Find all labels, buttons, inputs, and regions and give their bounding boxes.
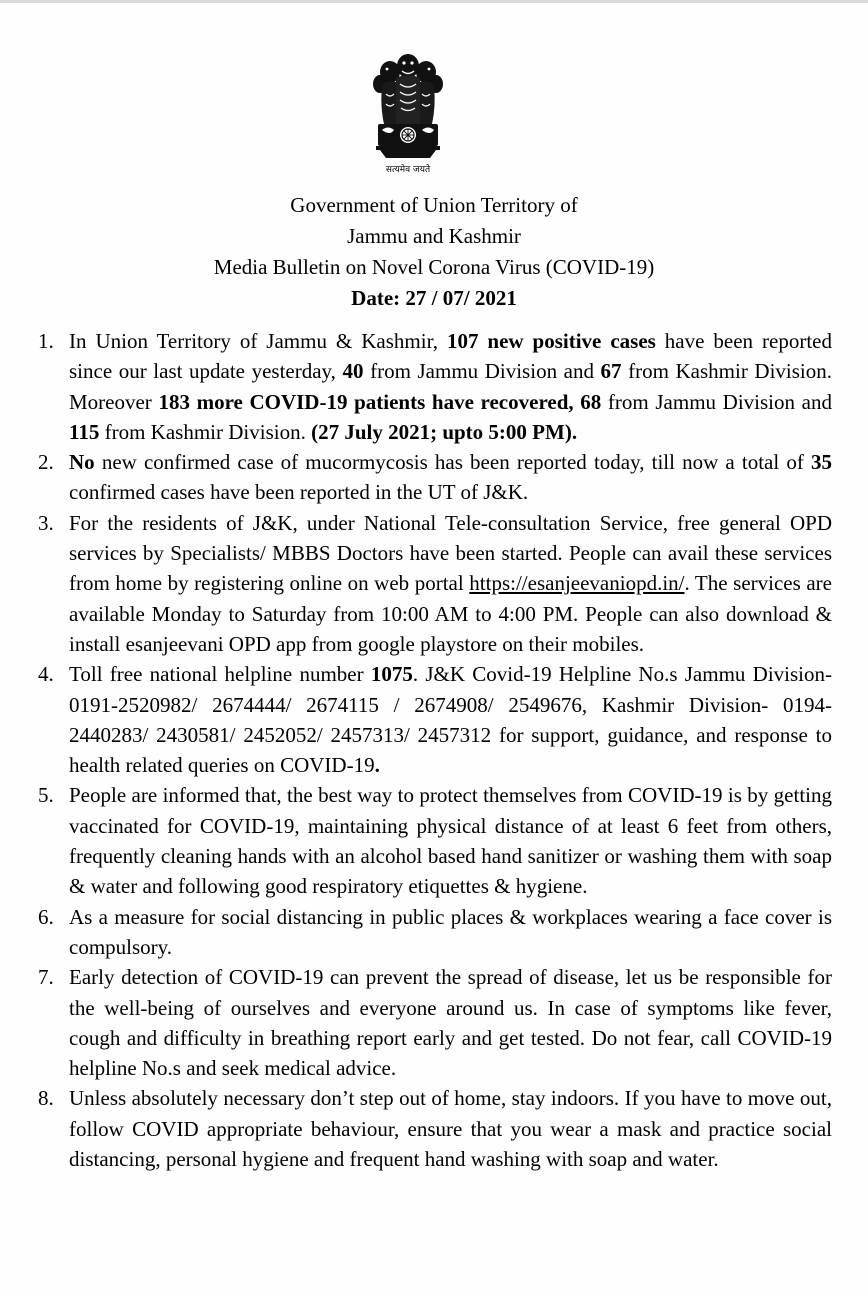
bulletin-point (32, 962, 832, 1083)
point-text (69, 450, 832, 504)
emphasis-text: 107 new positive cases (446, 329, 656, 353)
point-text (69, 329, 832, 444)
bulletin-point (32, 902, 832, 963)
text-segment: Early detection of COVID-19 can prevent the spread of disease, let us be responsible for the well-being of ourselves and everyone around us. In case of symptoms like fever, cough and difficulty in breathing report early and get tested. Do not fear, call COVID-19 helpline No.s and seek medical advice. (69, 965, 832, 1081)
text-segment: from Kashmir Division. (99, 419, 312, 444)
bulletin-header (0, 190, 868, 314)
header-line-government: Government of Union Territory of (290, 193, 578, 217)
point-number: 3. (38, 510, 54, 535)
emphasis-text: (27 July 2021; upto 5:00 PM). (311, 419, 578, 444)
text-segment: new confirmed case of mucormycosis has been reported today, till now a total of (94, 450, 811, 475)
text-segment: For the residents of J&K, under National Tele-consultation Service, free general OPD services by Specialists/ MBBS Doctors have been started. People can avail these services from home by registering online on web portal (69, 510, 832, 596)
point-number: 6. (38, 904, 54, 929)
emphasis-text: 40 (342, 359, 364, 384)
emphasis-text: 67 (600, 359, 622, 384)
header-line-territory: Jammu and Kashmir (347, 224, 521, 248)
bulletin-date: Date: 27 / 07/ 2021 (351, 286, 517, 310)
point-text (69, 662, 832, 777)
emphasis-text: 115 (69, 419, 100, 444)
point-number: 2. (38, 450, 54, 475)
bulletin-point (32, 1083, 832, 1174)
top-border (0, 0, 868, 3)
point-number: 5. (38, 783, 54, 808)
emphasis-text: . (374, 753, 380, 778)
point-number: 4. (38, 662, 54, 687)
text-segment: have been reported since our last update yesterday, (69, 329, 832, 384)
emphasis-text: 183 more COVID-19 patients have recovered, 68 (158, 389, 602, 414)
emphasis-text: No (69, 450, 95, 475)
bulletin-point (32, 326, 832, 447)
point-number: 1. (38, 329, 54, 353)
header-line-title: Media Bulletin on Novel Corona Virus (COVID-19) (213, 255, 655, 279)
bulletin-point (32, 447, 832, 508)
text-segment: confirmed cases have been reported in the UT of J&K. (69, 480, 529, 505)
portal-link[interactable]: https://esanjeevaniopd.in/ (469, 571, 685, 596)
text-segment: As a measure for social distancing in public places & workplaces wearing a face cover is compulsory. (69, 904, 832, 959)
bulletin-point (32, 780, 832, 901)
text-segment: People are informed that, the best way to protect themselves from COVID-19 is by getting vaccinated for COVID-19, maintaining physical distance of at least 6 feet from others, frequently cleaning hands with an alcohol based hand sanitizer or washing them with soap & water and following good respiratory etiquettes & hygiene. (69, 783, 832, 899)
text-segment: Toll free national helpline number (69, 662, 371, 687)
text-segment: from Jammu Division and (601, 389, 832, 414)
emphasis-text: 1075 (370, 662, 413, 687)
point-text (69, 965, 832, 1080)
bulletin-point (32, 659, 832, 780)
text-segment: Unless absolutely necessary don’t step out of home, stay indoors. If you have to move out, follow COVID appropriate behaviour, ensure that you wear a mask and practice social distancing, personal hygiene and frequent hand washing with soap and water. (69, 1086, 832, 1172)
bulletin-point (32, 508, 832, 659)
point-text (69, 1086, 832, 1171)
emblem-motto: सत्यमेव जयते (385, 165, 431, 175)
text-segment: In Union Territory of Jammu & Kashmir, (69, 329, 447, 353)
text-segment: from Kashmir Division. Moreover (69, 359, 833, 414)
point-number: 7. (38, 965, 54, 990)
text-segment: . The services are available Monday to Saturday from 10:00 AM to 4:00 PM. People can also download & install esanjeevani OPD app from google playstore on their mobiles. (69, 571, 832, 656)
point-number: 8. (38, 1086, 54, 1111)
point-text (69, 783, 832, 898)
text-segment: from Jammu Division and (363, 359, 601, 384)
bulletin-points (32, 326, 832, 1174)
point-text (69, 905, 832, 959)
text-segment: . J&K Covid-19 Helpline No.s Jammu Division- 0191-2520982/ 2674444/ 2674115 / 2674908/ 2549676, Kashmir Division- 0194-2440283/ 2430581/ 2452052/ 2457313/ 2457312 for support, guidance, and response to health related queries on COVID-19 (69, 662, 832, 778)
point-text (69, 511, 832, 656)
emphasis-text: 35 (811, 450, 832, 475)
